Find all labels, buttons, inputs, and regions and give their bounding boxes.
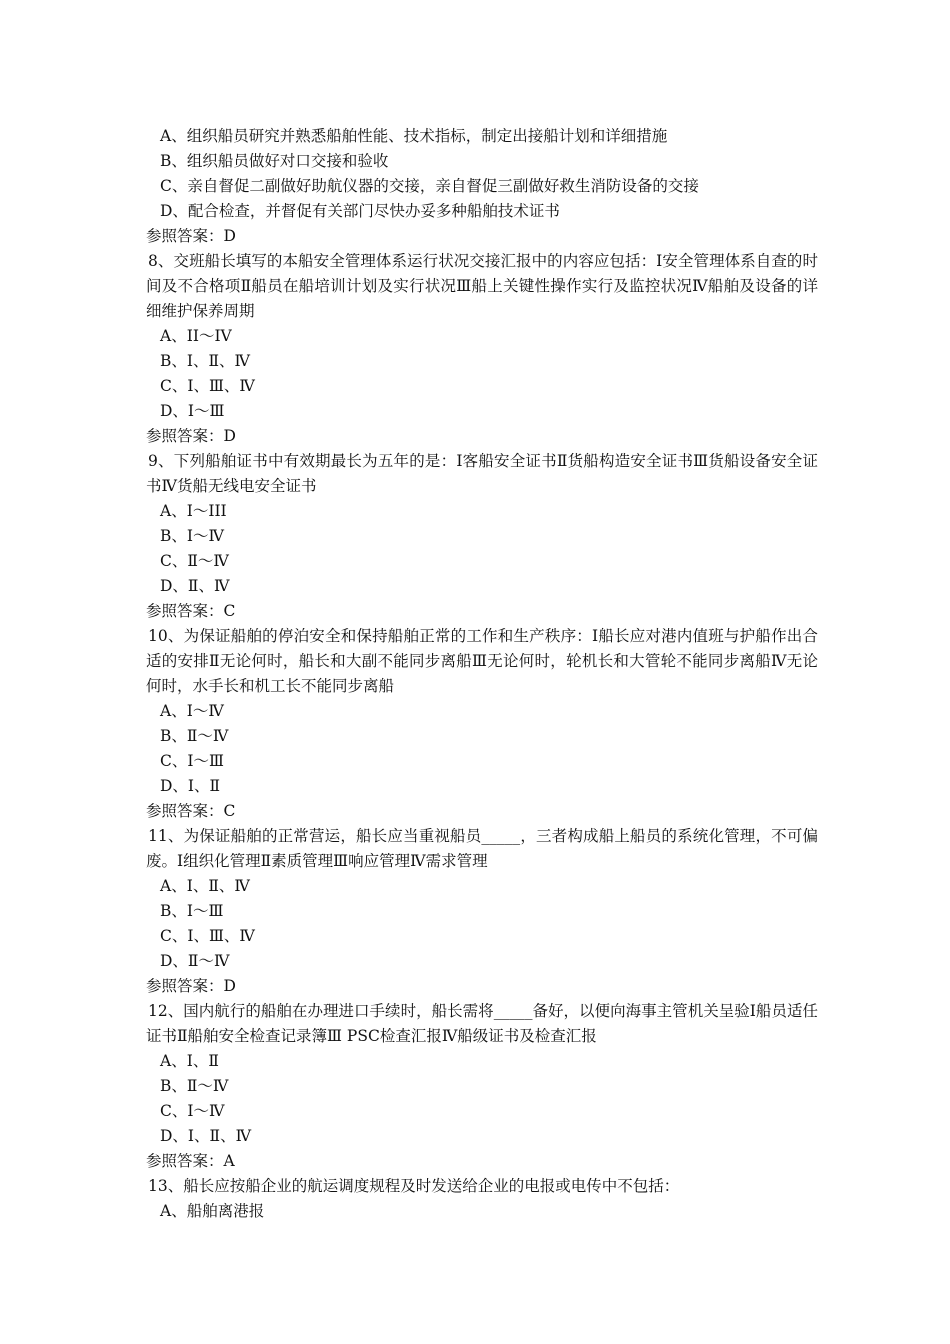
question-13 [146,1174,818,1224]
question-10 [146,624,818,824]
answer-line: 参照答案：D [146,227,236,245]
option-d: D、Ⅱ、Ⅳ [160,577,230,595]
option-a: A、船舶离港报 [160,1202,265,1220]
option-a: A、II～IV [160,327,232,345]
option-b: B、Ⅱ～Ⅳ [160,1077,229,1095]
answer-line: 参照答案：D [146,977,236,995]
option-b: B、Ⅰ～Ⅳ [160,527,224,545]
option-b: B、Ⅰ～Ⅲ [160,902,224,920]
question-stem: 9、下列船舶证书中有效期最长为五年的是：Ⅰ客船安全证书Ⅱ货船构造安全证书Ⅲ货船设备安全证书Ⅳ货船无线电安全证书 [146,452,818,495]
answer-line: 参照答案：D [146,427,236,445]
option-b: B、Ⅱ～Ⅳ [160,727,229,745]
answer-line: 参照答案：C [146,602,236,620]
option-a: A、组织船员研究并熟悉船舶性能、技术指标，制定出接船计划和详细措施 [160,127,668,145]
option-b: B、Ⅰ、Ⅱ、Ⅳ [160,352,251,370]
question-12 [146,999,818,1174]
option-c: C、亲自督促二副做好助航仪器的交接，亲自督促三副做好救生消防设备的交接 [160,177,699,195]
answer-line: 参照答案：C [146,802,236,820]
question-11 [146,824,818,999]
option-c: C、Ⅰ～Ⅲ [160,752,224,770]
option-c: C、Ⅰ、Ⅲ、Ⅳ [160,377,255,395]
option-a: A、I～III [160,502,227,520]
option-d: D、Ⅰ～Ⅲ [160,402,225,420]
question-stem: 12、国内航行的船舶在办理进口手续时，船长需将_____备好，以便向海事主管机关呈验Ⅰ船员适任证书Ⅱ船舶安全检查记录簿Ⅲ PSC检查汇报Ⅳ船级证书及检查汇报 [146,1002,818,1045]
option-c: C、Ⅱ～Ⅳ [160,552,229,570]
question-8 [146,249,818,449]
question-7-tail [146,124,818,249]
option-a: A、Ⅰ、Ⅱ [160,1052,219,1070]
option-d: D、Ⅱ～Ⅳ [160,952,230,970]
question-stem: 11、为保证船舶的正常营运，船长应当重视船员_____，三者构成船上船员的系统化管理，不可偏废。Ⅰ组织化管理Ⅱ素质管理Ⅲ响应管理Ⅳ需求管理 [146,827,818,870]
option-d: D、配合检查，并督促有关部门尽快办妥多种船舶技术证书 [160,202,560,220]
question-9 [146,449,818,624]
question-stem: 13、船长应按船企业的航运调度规程及时发送给企业的电报或电传中不包括： [148,1177,680,1195]
option-a: A、Ⅰ～Ⅳ [160,702,224,720]
option-c: C、Ⅰ～Ⅳ [160,1102,225,1120]
question-stem: 8、交班船长填写的本船安全管理体系运行状况交接汇报中的内容应包括：Ⅰ安全管理体系自查的时间及不合格项Ⅱ船员在船培训计划及实行状况Ⅲ船上关键性操作实行及监控状况Ⅳ船舶及设备的详细维护保养周期 [146,252,818,320]
option-b: B、组织船员做好对口交接和验收 [160,152,389,170]
answer-line: 参照答案：A [146,1152,235,1170]
option-c: C、Ⅰ、Ⅲ、Ⅳ [160,927,255,945]
option-d: D、Ⅰ、Ⅱ [160,777,221,795]
option-d: D、Ⅰ、Ⅱ、Ⅳ [160,1127,252,1145]
option-a: A、Ⅰ、Ⅱ、Ⅳ [160,877,250,895]
document-body [146,124,818,1224]
question-stem: 10、为保证船舶的停泊安全和保持船舶正常的工作和生产秩序：Ⅰ船长应对港内值班与护船作出合适的安排Ⅱ无论何时，船长和大副不能同步离船Ⅲ无论何时，轮机长和大管轮不能同步离船Ⅳ无论何时，水手长和机工长不能同步离船 [146,627,818,695]
